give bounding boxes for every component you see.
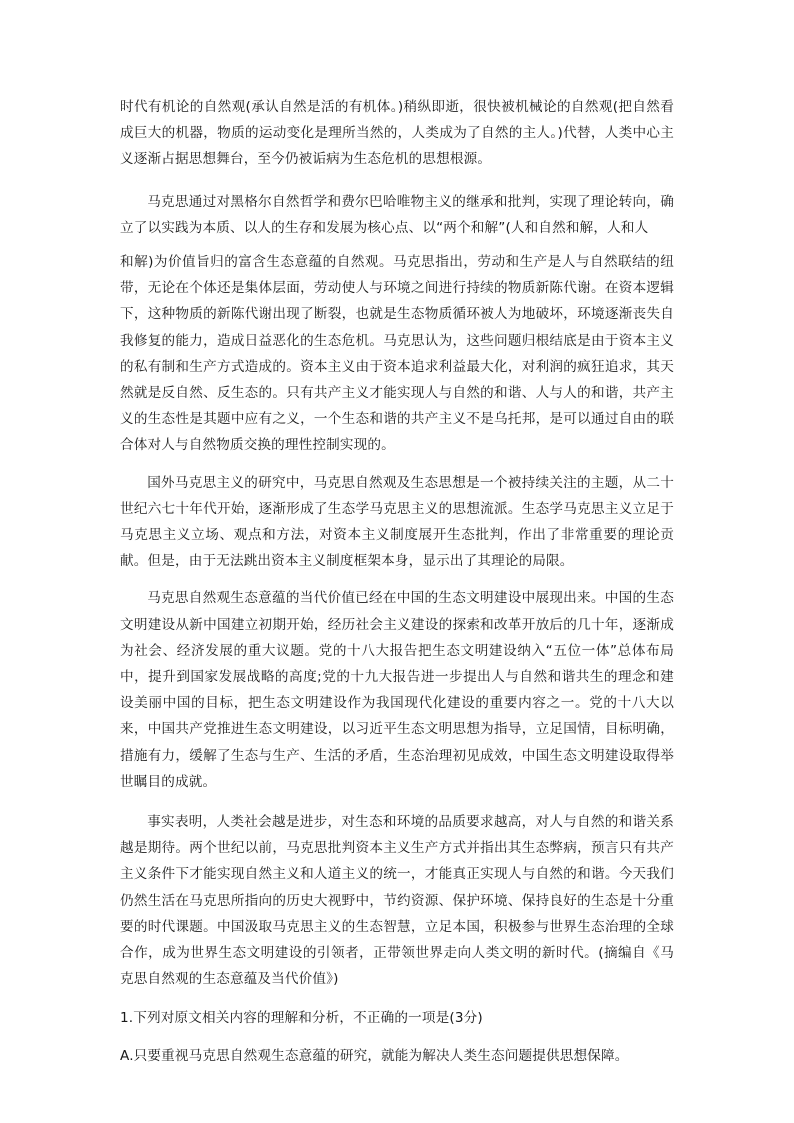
paragraph-2-start: 马克思通过对黑格尔自然哲学和费尔巴哈唯物主义的继承和批判，实现了理论转向，确立了以实践为本质、以人的生存和发展为核心点、以“两个和解”(人和自然和解，人和人	[120, 193, 674, 236]
paragraph-1: 时代有机论的自然观(承认自然是活的有机体。)稍纵即逝，很快被机械论的自然观(把自然看成巨大的机器，物质的运动变化是理所当然的，人类成为了自然的主人。)代替，人类中心主义逐渐占据思想舞台，至今仍被诟病为生态危机的思想根源。	[120, 99, 674, 168]
option-a: A.只要重视马克思自然观生态意蕴的研究，就能为解决人类生态问题提供思想保障。	[120, 1047, 629, 1064]
paragraph-5: 事实表明，人类社会越是进步，对生态和环境的品质要求越高，对人与自然的和谐关系越是期待。两个世纪以前，马克思批判资本主义生产方式并指出其生态弊病，预言只有共产主义条件下才能实现自然主义和人道主义的统一，才能真正实现人与自然的和谐。今天我们仍然生活在马克思所指向的历史大视野中，节约资源、保护环境、保持良好的生态是十分重要的时代课题。中国汲取马克思主义的生态智慧，立足本国，积极参与世界生态治理的全球合作，成为世界生态文明建设的引领者，正带领世界走向人类文明的新时代。(摘编自《马克思自然观的生态意蕴及当代价值》)	[120, 814, 674, 988]
article-body	[120, 94, 674, 1069]
paragraph-3: 国外马克思主义的研究中，马克思自然观及生态思想是一个被持续关注的主题，从二十世纪六七十年代开始，逐渐形成了生态学马克思主义的思想流派。生态学马克思主义立足于马克思主义立场、观点和方法，对资本主义制度展开生态批判，作出了非常重要的理论贡献。但是，由于无法跳出资本主义制度框架本身，显示出了其理论的局限。	[120, 474, 674, 570]
paragraph-4: 马克思自然观生态意蕴的当代价值已经在中国的生态文明建设中展现出来。中国的生态文明建设从新中国建立初期开始，经历社会主义建设的探索和改革开放后的几十年，逐渐成为社会、经济发展的重大议题。党的十八大报告把生态文明建设纳入“五位一体”总体布局中，提升到国家发展战略的高度;党的十九大报告进一步提出人与自然和谐共生的理念和建设美丽中国的目标，把生态文明建设作为我国现代化建设的重要内容之一。党的十八大以来，中国共产党推进生态文明建设，以习近平生态文明思想为指导，立足国情，目标明确，措施有力，缓解了生态与生产、生活的矛盾，生态治理初见成效，中国生态文明建设取得举世瞩目的成就。	[120, 590, 674, 790]
paragraph-2-continued: 和解)为价值旨归的富含生态意蕴的自然观。马克思指出，劳动和生产是人与自然联结的纽带，无论在个体还是集体层面，劳动使人与环境之间进行持续的物质新陈代谢。在资本逻辑下，这种物质的新陈代谢出现了断裂，也就是生态物质循环被人为地破坏，环境逐渐丧失自我修复的能力，造成日益恶化的生态危机。马克思认为，这些问题归根结底是由于资本主义的私有制和生产方式造成的。资本主义由于资本追求利益最大化，对利润的疯狂追求，其天然就是反自然、反生态的。只有共产主义才能实现人与自然的和谐、人与人的和谐，共产主义的生态性是其题中应有之义，一个生态和谐的共产主义不是乌托邦，是可以通过自由的联合体对人与自然物质交换的理性控制实现的。	[120, 254, 674, 454]
question-1: 1.下列对原文相关内容的理解和分析，不正确的一项是(3分)	[120, 1009, 483, 1026]
